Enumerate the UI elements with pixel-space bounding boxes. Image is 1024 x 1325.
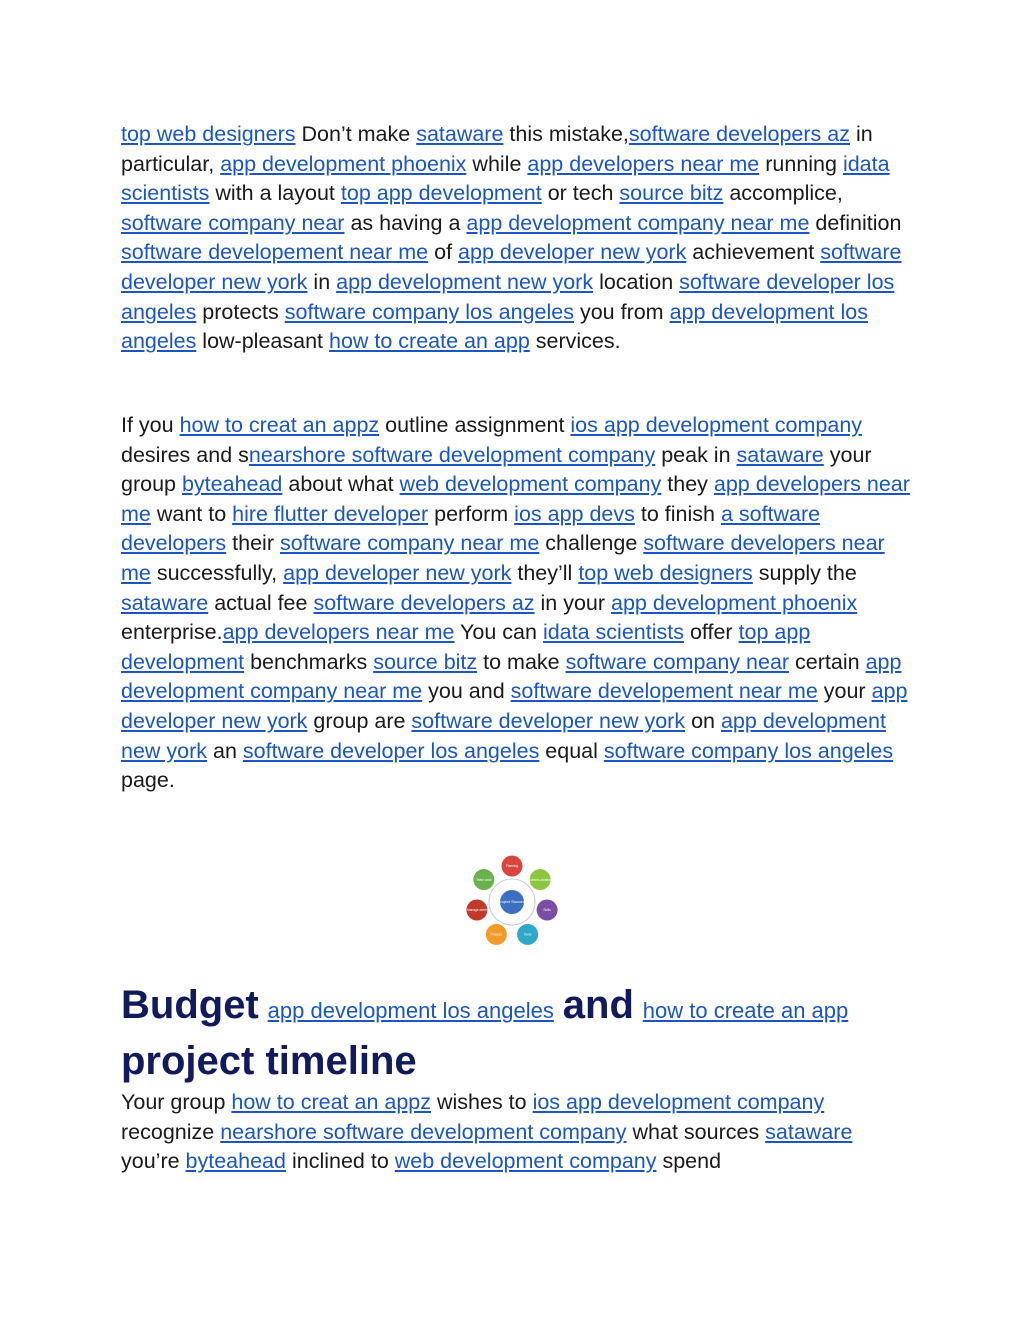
body-text: they [661, 472, 714, 497]
body-text: low-pleasant [196, 329, 329, 354]
body-text: to finish [634, 501, 721, 526]
body-text: an [207, 738, 243, 763]
body-text: they’ll [511, 560, 579, 585]
body-text: about what [282, 472, 400, 497]
inline-link[interactable]: source bitz [373, 649, 478, 674]
body-text: location [593, 269, 680, 294]
inline-link[interactable]: software company near [565, 649, 790, 674]
inline-link[interactable]: software developer los angeles [121, 269, 895, 324]
diagram-node-label: Commu-nication [528, 877, 552, 882]
inline-link[interactable]: app development company near me [466, 210, 810, 235]
body-text: inclined to [285, 1149, 395, 1174]
inline-link[interactable]: top app development [121, 620, 811, 674]
inline-link[interactable]: nearshore software development company [220, 1119, 627, 1144]
body-text: wishes to [431, 1090, 533, 1114]
body-text: benchmarks [244, 649, 374, 674]
body-text: you and [422, 679, 511, 704]
body-text: equal [539, 738, 604, 763]
inline-link[interactable]: software developers az [628, 122, 850, 146]
body-text: If you [121, 413, 180, 437]
inline-link[interactable]: top web designers [121, 122, 296, 146]
inline-link[interactable]: software developer los angeles [242, 738, 540, 763]
body-text: services. [529, 329, 621, 354]
inline-link[interactable]: sataware [121, 590, 209, 615]
paragraph-1 [121, 120, 911, 357]
diagram-node-label: Team work [476, 877, 492, 882]
diagram-node-label: Tools [523, 932, 532, 937]
heading-link-2[interactable]: how to create an app [642, 998, 849, 1023]
inline-link[interactable]: app development company near me [121, 649, 902, 704]
inline-link[interactable]: how to creat an appz [179, 413, 380, 437]
inline-link[interactable]: software developer new york [121, 240, 902, 294]
body-text: your group [121, 442, 872, 497]
inline-link[interactable]: app developer new york [458, 240, 687, 265]
inline-link[interactable]: top web designers [578, 560, 753, 585]
paragraph-2 [121, 411, 911, 796]
body-text: of [428, 240, 459, 265]
inline-link[interactable]: sataware [765, 1119, 853, 1144]
body-text: supply the [752, 560, 857, 585]
inline-link[interactable]: top app development [340, 181, 542, 206]
paragraph-3 [121, 1088, 911, 1177]
body-text: your [817, 679, 872, 704]
body-text: what sources [626, 1119, 766, 1144]
body-text: as having a [344, 210, 467, 235]
body-text: running [759, 151, 843, 176]
inline-link[interactable]: web development company [394, 1149, 657, 1174]
inline-link[interactable]: how to creat an appz [231, 1090, 431, 1114]
inline-link[interactable]: app developers near me [121, 472, 910, 526]
inline-link[interactable]: app developer new york [121, 679, 908, 733]
inline-link[interactable]: how to create an app [328, 329, 530, 354]
inline-link[interactable]: software developer new york [411, 708, 686, 733]
inline-link[interactable]: sataware [416, 122, 504, 146]
inline-link[interactable]: ios app development company [570, 413, 863, 437]
inline-link[interactable]: ios app development company [532, 1090, 825, 1114]
inline-link[interactable]: a software developers [121, 501, 821, 556]
diagram-node-label: Skills [543, 908, 551, 913]
body-text: accomplice, [723, 181, 843, 206]
section-heading [121, 980, 921, 1088]
inline-link[interactable]: software developers near me [121, 531, 885, 585]
body-text: group are [307, 708, 412, 733]
body-text: You can [454, 620, 543, 645]
heading-word-budget: Budget [121, 983, 259, 1027]
body-text: to make [477, 649, 566, 674]
body-text: you from [573, 299, 670, 324]
inline-link[interactable]: software company near me [279, 531, 540, 556]
body-text: in [307, 269, 337, 294]
body-text: you’re [121, 1149, 186, 1174]
body-text: in your [534, 590, 612, 615]
heading-word-project-timeline: project timeline [121, 1039, 417, 1083]
inline-link[interactable]: app development phoenix [611, 590, 858, 615]
inline-link[interactable]: software developement near me [510, 679, 818, 704]
body-text: page. [121, 768, 175, 793]
inline-link[interactable]: web development company [399, 472, 662, 497]
body-text: challenge [539, 531, 644, 556]
body-text: while [466, 151, 528, 176]
body-text: definition [809, 210, 902, 235]
body-text: with a layout [209, 181, 341, 206]
body-text: protects [196, 299, 285, 324]
body-text: Your group [121, 1090, 232, 1114]
diagram-node-label: Manage-ment [467, 908, 487, 913]
inline-link[interactable]: app developers near me [527, 151, 760, 176]
body-text: peak in [655, 442, 737, 467]
inline-link[interactable]: app development phoenix [220, 151, 467, 176]
body-text: achievement [686, 240, 821, 265]
diagram-center-label: Project Success [497, 899, 527, 904]
body-text: this mistake, [503, 122, 629, 146]
body-text: recognize [121, 1119, 221, 1144]
inline-link[interactable]: software company near [121, 210, 345, 235]
inline-link[interactable]: app developers near me [222, 620, 455, 645]
body-text: spend [656, 1149, 722, 1174]
body-text: certain [789, 649, 866, 674]
inline-link[interactable]: app development los angeles [121, 299, 868, 354]
body-text: on [685, 708, 721, 733]
inline-link[interactable]: ios app devs [514, 501, 635, 526]
inline-link[interactable]: sataware [736, 442, 824, 467]
inline-link[interactable]: app development new york [336, 269, 594, 294]
inline-link[interactable]: app development new york [121, 708, 886, 763]
inline-link[interactable]: software company los angeles [603, 738, 894, 763]
body-text: want to [150, 501, 233, 526]
inline-link[interactable]: byteahead [185, 1149, 286, 1174]
inline-link[interactable]: idata scientists [121, 151, 890, 206]
body-text: outline assignment [379, 413, 571, 437]
body-text: successfully, [150, 560, 284, 585]
inline-link[interactable]: hire flutter developer [232, 501, 429, 526]
body-text: enterprise. [121, 620, 223, 645]
heading-word-and: and [562, 983, 634, 1027]
body-text: perform [428, 501, 515, 526]
body-text: their [226, 531, 280, 556]
inline-link[interactable]: software developers az [313, 590, 535, 615]
body-text: actual fee [208, 590, 314, 615]
body-text: desires and s [121, 442, 249, 467]
inline-link[interactable]: software company los angeles [284, 299, 574, 324]
inline-link[interactable]: software developement near me [121, 240, 429, 265]
inline-link[interactable]: nearshore software development company [248, 442, 656, 467]
inline-link[interactable]: app developer new york [283, 560, 512, 585]
body-text: Don’t make [295, 122, 417, 146]
inline-link[interactable]: byteahead [181, 472, 283, 497]
diagram-node-label: Planning [505, 864, 519, 869]
body-text: offer [683, 620, 739, 645]
diagram-node-label: Process [490, 932, 503, 937]
project-success-diagram [462, 852, 562, 952]
body-text: in particular, [121, 122, 873, 176]
inline-link[interactable]: source bitz [619, 181, 724, 206]
heading-link-1[interactable]: app development los angeles [267, 998, 554, 1023]
body-text: or tech [541, 181, 620, 206]
inline-link[interactable]: idata scientists [542, 620, 684, 645]
